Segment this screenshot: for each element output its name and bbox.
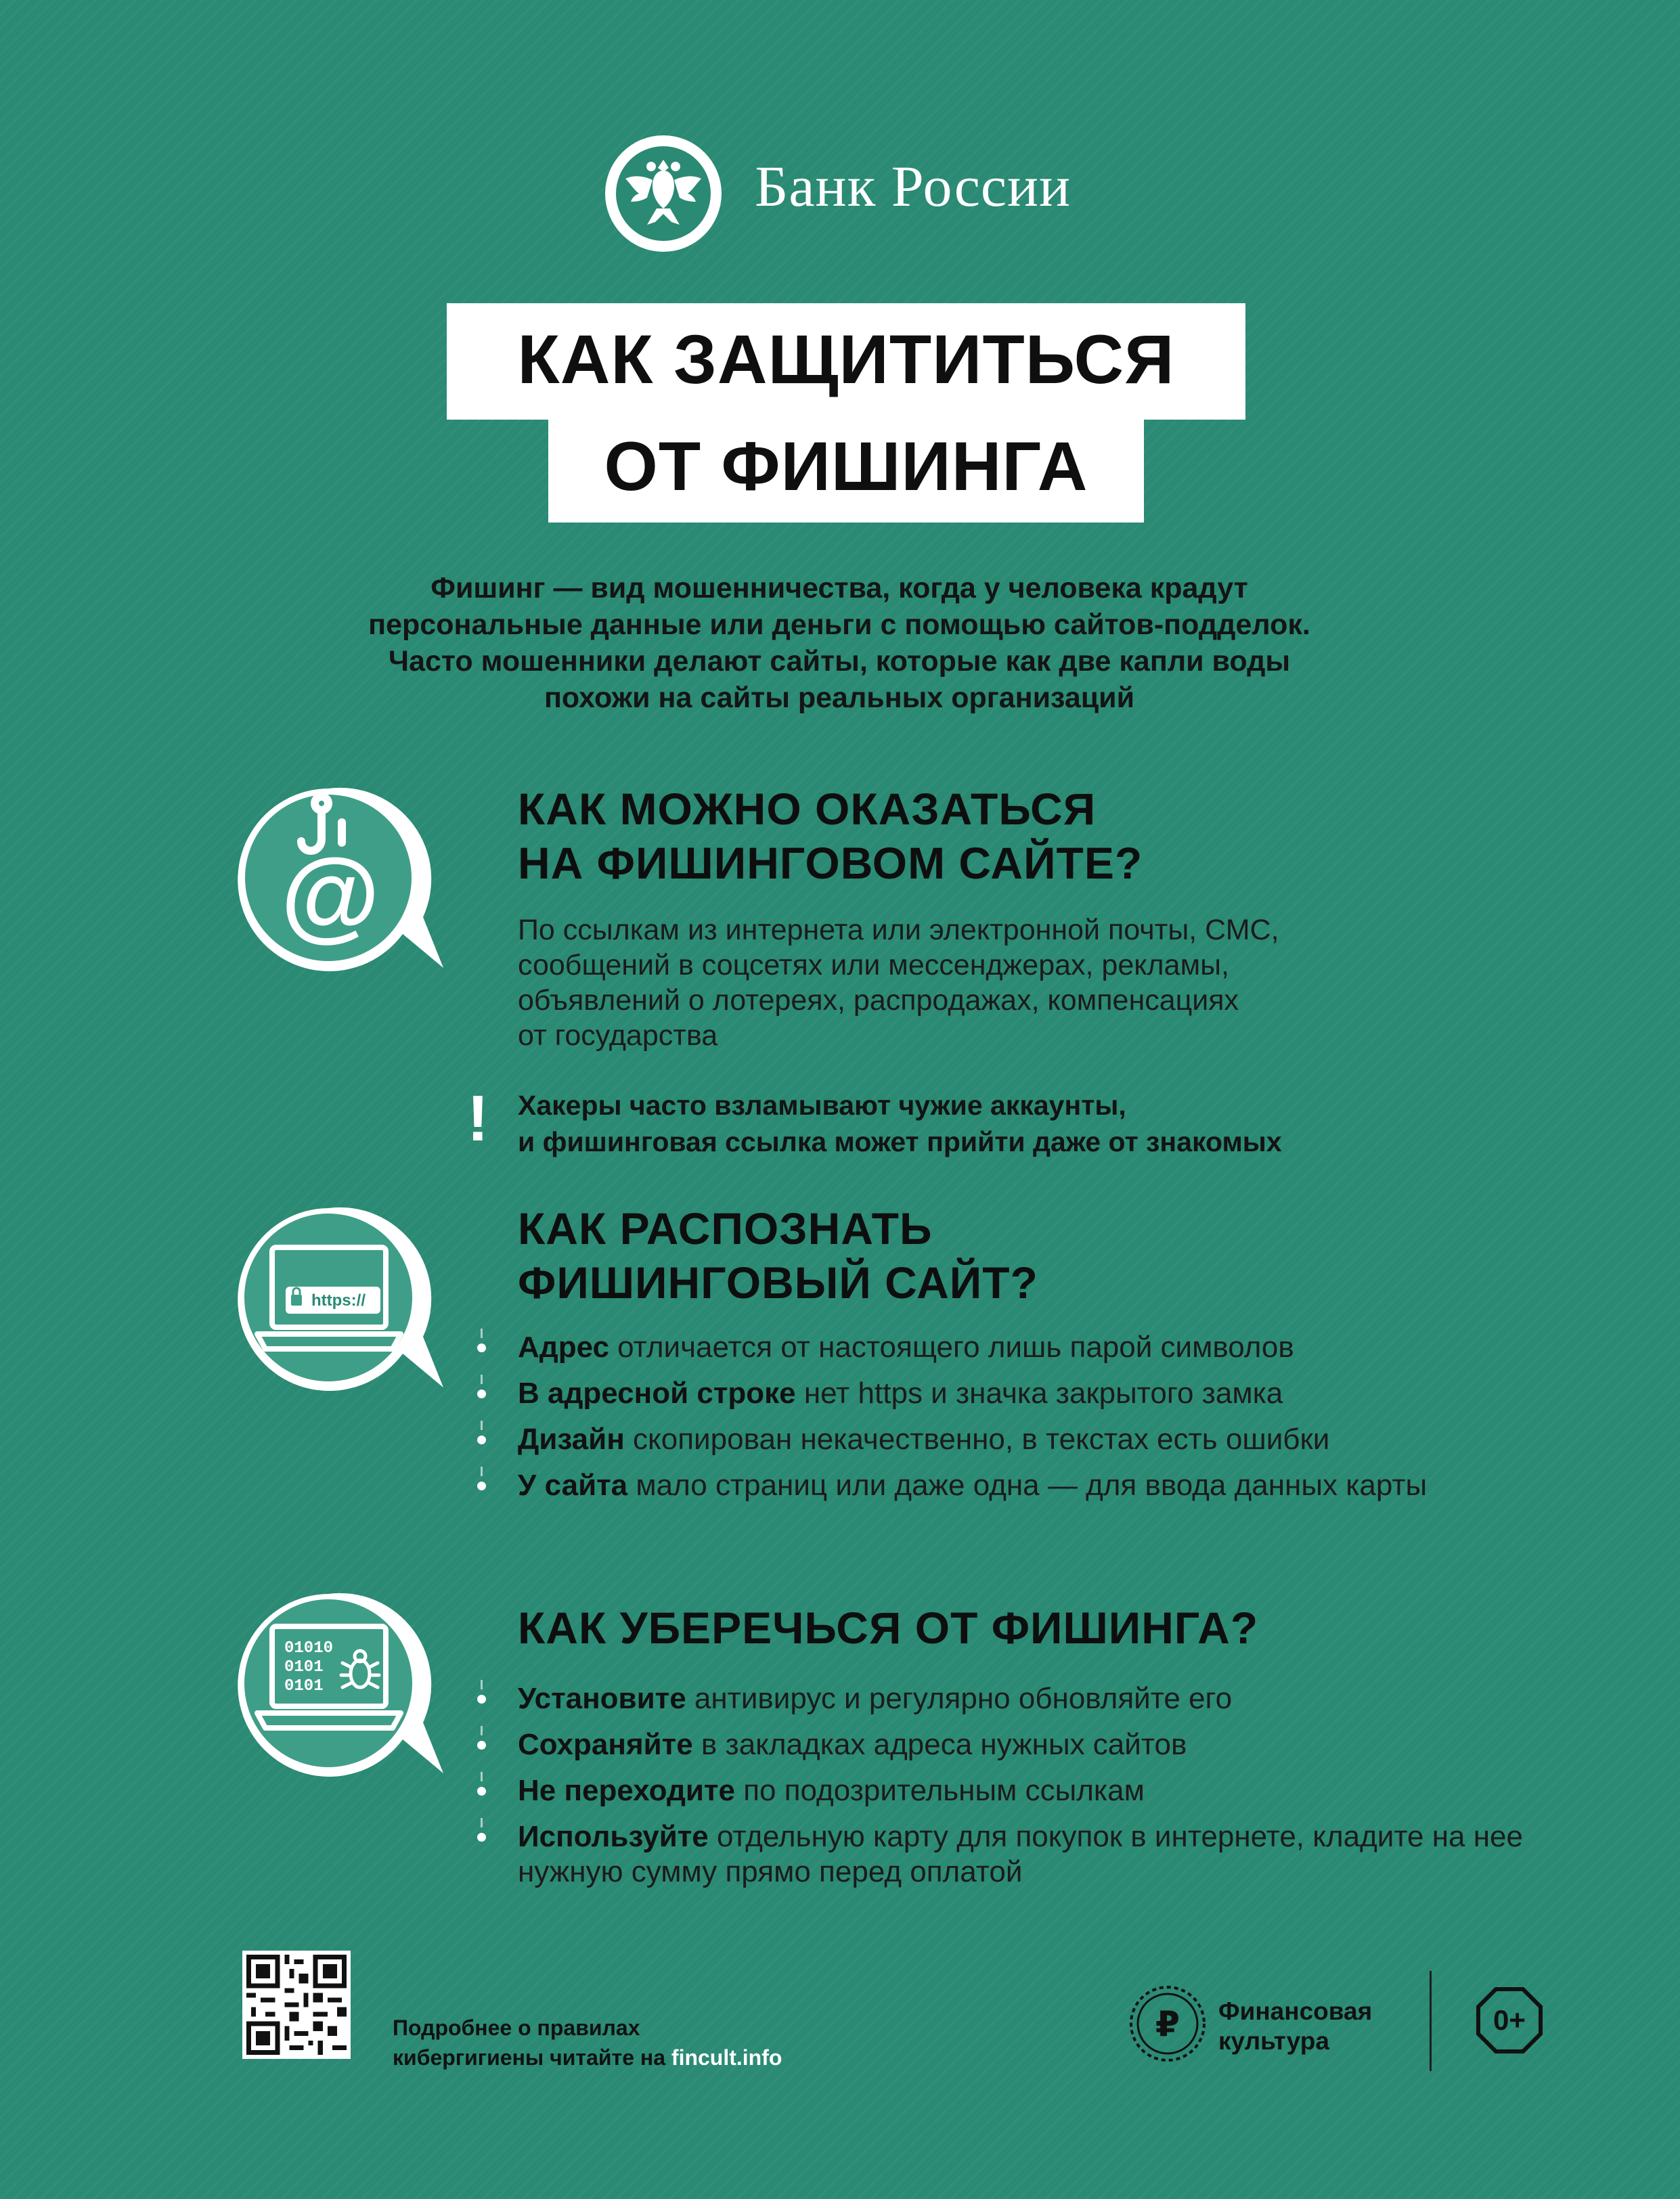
- list-item: [518, 1376, 1533, 1411]
- list-item: [518, 1330, 1533, 1365]
- list-item-bold: Адрес: [518, 1331, 609, 1364]
- list-item-text: мало страниц или даже одна — для ввода данных карты: [627, 1469, 1428, 1502]
- list-item-text: отличается от настоящего лишь парой символов: [609, 1331, 1294, 1364]
- list-item-text: скопирован некачественно, в текстах есть ошибки: [624, 1423, 1330, 1456]
- fincult-link[interactable]: fincult.info: [671, 2045, 782, 2070]
- intro-line: похожи на сайты реальных организаций: [544, 682, 1135, 714]
- section1-text-line: объявлений о лотереях, распродажах, компенсациях: [518, 984, 1239, 1017]
- page-title-line-1: КАК ЗАЩИТИТЬСЯ: [447, 303, 1245, 420]
- list-item-bold: Сохраняйте: [518, 1728, 693, 1761]
- list-item-bold: Используйте: [518, 1820, 709, 1853]
- at-symbol: @: [280, 837, 380, 951]
- fin-line: культура: [1218, 2027, 1329, 2055]
- section1-text-line: По ссылкам из интернета или электронной почты, СМС,: [518, 914, 1279, 946]
- warning-text: [518, 1087, 1533, 1160]
- ruble-clock-icon: [1127, 1983, 1208, 2064]
- list-item-bold: Установите: [518, 1682, 686, 1715]
- list-item-bold: В адресной строке: [518, 1377, 796, 1410]
- section3-bullet-list: [518, 1681, 1533, 1901]
- ruble-symbol: ₽: [1155, 2004, 1180, 2045]
- laptop-bug-icon: [230, 1587, 447, 1790]
- age-rating-badge: [1476, 1986, 1543, 2054]
- fin-line: Финансовая: [1218, 1997, 1373, 2025]
- age-rating-text: 0+: [1493, 2004, 1526, 2036]
- section1-heading-line: НА ФИШИНГОВОМ САЙТЕ?: [518, 838, 1143, 888]
- warning-line: и фишинговая ссылка может прийти даже от знакомых: [518, 1126, 1282, 1157]
- section2-heading-line: КАК РАСПОЗНАТЬ: [518, 1203, 933, 1253]
- page-title-line-2: ОТ ФИШИНГА: [548, 406, 1144, 523]
- section3-heading-line: КАК УБЕРЕЧЬСЯ ОТ ФИШИНГА?: [518, 1603, 1259, 1653]
- footer-line: [393, 2043, 866, 2072]
- section2-heading-line: ФИШИНГОВЫЙ САЙТ?: [518, 1258, 1038, 1308]
- bank-name-logo-text: Банк России: [755, 154, 1071, 219]
- list-item: [518, 1727, 1533, 1762]
- list-item: [518, 1468, 1533, 1503]
- section1-text-line: от государства: [518, 1019, 718, 1052]
- bank-of-russia-emblem-icon: [602, 133, 724, 254]
- list-item: [518, 1681, 1533, 1716]
- list-item-text: в закладках адреса нужных сайтов: [692, 1728, 1187, 1761]
- list-item: [518, 1422, 1533, 1457]
- list-item-text: антивирус и регулярно обновляйте его: [686, 1682, 1233, 1715]
- list-item: [518, 1773, 1533, 1808]
- section2-bullet-list: [518, 1330, 1533, 1514]
- intro-line: Часто мошенники делают сайты, которые как две капли воды: [388, 645, 1291, 678]
- list-item-bold: Дизайн: [518, 1423, 625, 1456]
- footer-divider: [1430, 1971, 1432, 2071]
- binary-code-line: 0101: [284, 1658, 324, 1676]
- list-item-text: отдельную карту для покупок в интернете, кладите на нее нужную сумму прямо перед оплатой: [518, 1820, 1523, 1888]
- section1-heading-line: КАК МОЖНО ОКАЗАТЬСЯ: [518, 784, 1097, 834]
- exclamation-icon: !: [467, 1082, 489, 1155]
- footer-more-info: [393, 2013, 866, 2072]
- section1-heading: [518, 782, 1143, 890]
- intro-line: персональные данные или деньги с помощью сайтов-подделок.: [368, 608, 1310, 641]
- footer-line: Подробнее о правилах: [393, 2016, 640, 2040]
- financial-culture-logo: [1218, 1997, 1394, 2056]
- list-item-bold: Не переходите: [518, 1774, 735, 1807]
- section1-text: [518, 912, 1499, 1053]
- binary-code-line: 01010: [284, 1639, 334, 1658]
- https-label: https://: [311, 1291, 366, 1310]
- warning-line: Хакеры часто взламывают чужие аккаунты,: [518, 1090, 1126, 1121]
- list-item-text: по подозрительным ссылкам: [734, 1774, 1145, 1807]
- intro-paragraph: [257, 570, 1421, 716]
- intro-line: Фишинг — вид мошенничества, когда у человека крадут: [430, 572, 1248, 604]
- list-item: [518, 1819, 1533, 1890]
- list-item-bold: У сайта: [518, 1469, 628, 1502]
- footer-line-prefix: кибергигиены читайте на: [393, 2045, 671, 2070]
- list-item-text: нет https и значка закрытого замка: [795, 1377, 1283, 1410]
- section3-heading: [518, 1601, 1258, 1655]
- section2-heading: [518, 1201, 1038, 1310]
- laptop-https-icon: [230, 1201, 447, 1404]
- section1-text-line: сообщений в соцсетях или мессенджерах, рекламы,: [518, 949, 1229, 981]
- fishing-hook-at-icon: [230, 782, 447, 985]
- binary-code-line: 0101: [284, 1677, 324, 1695]
- qr-code-icon[interactable]: [242, 1951, 351, 2059]
